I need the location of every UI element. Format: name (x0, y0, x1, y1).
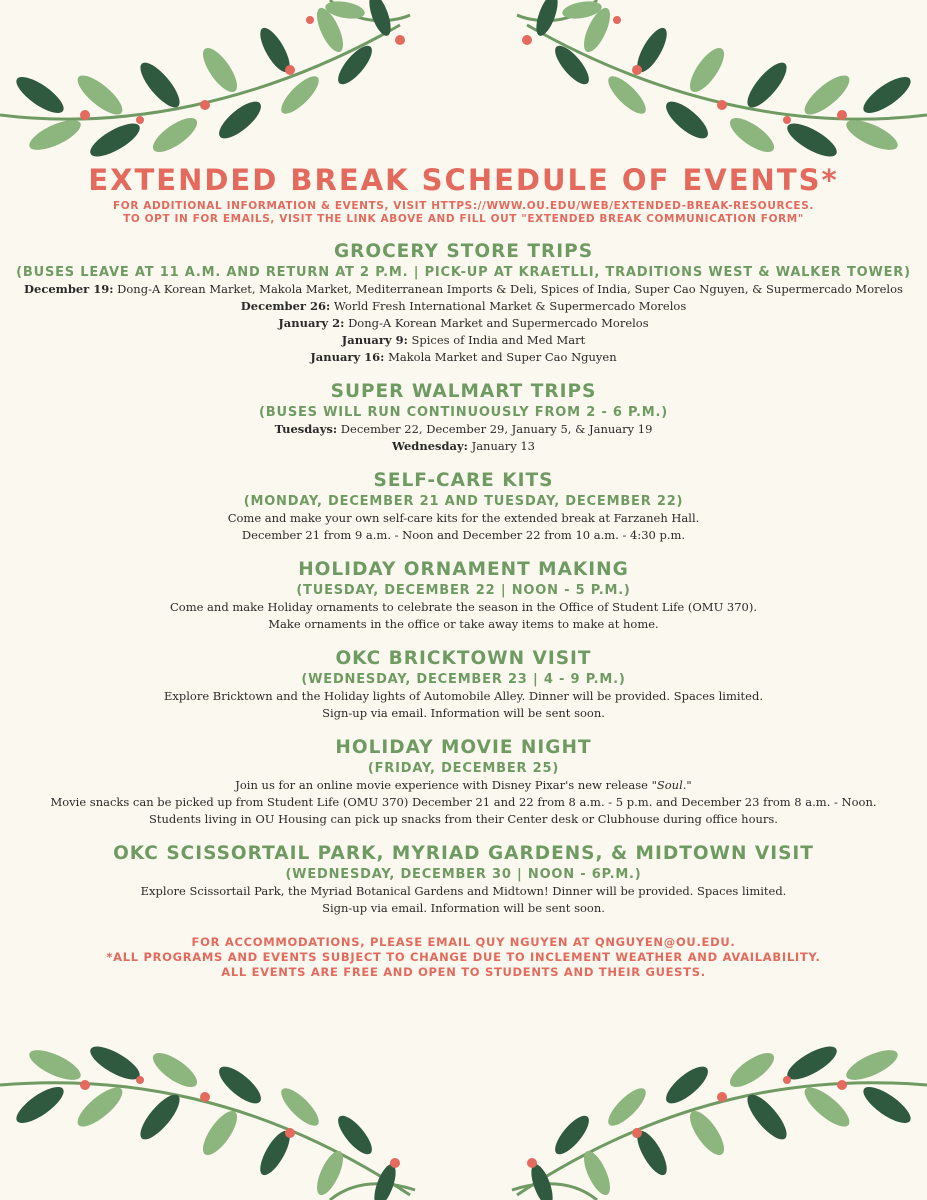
schedule-text: January 13 (467, 439, 535, 453)
schedule-text: December 22, December 29, January 5, & January 19 (337, 422, 653, 436)
schedule-text: Spices of India and Med Mart (407, 333, 586, 347)
schedule-date: January 9: (341, 333, 408, 347)
schedule-text: Dong-A Korean Market and Supermercado Morelos (344, 316, 649, 330)
change-disclaimer: *ALL PROGRAMS AND EVENTS SUBJECT TO CHANGE DUE TO INCLEMENT WEATHER AND AVAILABILITY. (106, 950, 821, 964)
schedule-line (0, 281, 927, 298)
description-text: Join us for an online movie experience with Disney Pixar's new release (235, 778, 652, 792)
schedule-line (0, 421, 927, 438)
schedule-date: December 26: (240, 299, 331, 313)
section-subtitle: (WEDNESDAY, DECEMBER 23 | 4 - 9 P.M.) (301, 672, 626, 687)
description-line: Come and make your own self-care kits for the extended break at Farzaneh Hall. (227, 511, 700, 525)
description-line: Sign-up via email. Information will be sent soon. (322, 901, 605, 915)
schedule-date: January 16: (310, 350, 385, 364)
schedule-date: Tuesdays: (274, 422, 338, 436)
description-line: Explore Scissortail Park, the Myriad Botanical Gardens and Midtown! Dinner will be provided. Spaces limited. (140, 884, 787, 898)
footer-notes (0, 935, 927, 980)
description-line (0, 777, 927, 794)
schedule-date: December 19: (24, 282, 114, 296)
section-walmart (0, 380, 927, 455)
section-title: HOLIDAY ORNAMENT MAKING (298, 559, 629, 580)
section-scissortail (0, 842, 927, 917)
description-line: Explore Bricktown and the Holiday lights of Automobile Alley. Dinner will be provided. Spaces limited. (164, 689, 763, 703)
description-line: Make ornaments in the office or take away items to make at home. (268, 617, 659, 631)
schedule-text: Makola Market and Super Cao Nguyen (384, 350, 617, 364)
section-subtitle: (MONDAY, DECEMBER 21 AND TUESDAY, DECEMBER 22) (243, 494, 684, 509)
description-line: Come and make Holiday ornaments to celebrate the season in the Office of Student Life (OMU 370). (169, 600, 758, 614)
section-title: SUPER WALMART TRIPS (330, 381, 597, 402)
description-line: Students living in OU Housing can pick up snacks from their Center desk or Clubhouse during office hours. (149, 812, 778, 826)
schedule-text: Dong-A Korean Market, Makola Market, Mediterranean Imports & Deli, Spices of India, Super Cao Nguyen, & Supermercado Morelos (113, 282, 903, 296)
section-title: OKC BRICKTOWN VISIT (335, 648, 592, 669)
section-subtitle: (BUSES LEAVE AT 11 A.M. AND RETURN AT 2 P.M. | PICK-UP AT KRAETLLI, TRADITIONS WEST & WALKER TOWER) (16, 265, 911, 280)
section-subtitle: (WEDNESDAY, DECEMBER 30 | NOON - 6P.M.) (285, 867, 642, 882)
description-line: Sign-up via email. Information will be sent soon. (322, 706, 605, 720)
schedule-line (0, 438, 927, 455)
schedule-date: Wednesday: (392, 439, 468, 453)
section-title: SELF-CARE KITS (373, 470, 554, 491)
section-subtitle: (BUSES WILL RUN CONTINUOUSLY FROM 2 - 6 P.M.) (259, 405, 668, 420)
accommodations-note: FOR ACCOMMODATIONS, PLEASE EMAIL QUY NGUYEN AT QNGUYEN@OU.EDU. (191, 935, 736, 949)
section-grocery (0, 240, 927, 366)
info-note-link: FOR ADDITIONAL INFORMATION & EVENTS, VISIT HTTPS://WWW.OU.EDU/WEB/EXTENDED-BREAK-RESOURCES. (113, 200, 814, 212)
section-title: GROCERY STORE TRIPS (333, 241, 594, 262)
section-title: OKC SCISSORTAIL PARK, MYRIAD GARDENS, & MIDTOWN VISIT (113, 843, 814, 864)
section-bricktown (0, 647, 927, 722)
schedule-date: January 2: (278, 316, 345, 330)
schedule-line (0, 332, 927, 349)
section-selfcare (0, 469, 927, 544)
schedule-text: World Fresh International Market & Supermercado Morelos (330, 299, 687, 313)
description-line: Movie snacks can be picked up from Student Life (OMU 370) December 21 and 22 from 8 a.m. - 5 p.m. and December 23 from 8 a.m. - Noon. (50, 795, 877, 809)
bottom-garland-decoration (0, 1035, 927, 1200)
section-subtitle: (FRIDAY, DECEMBER 25) (367, 761, 560, 776)
page-title: EXTENDED BREAK SCHEDULE OF EVENTS* (88, 163, 839, 197)
section-title: HOLIDAY MOVIE NIGHT (335, 737, 592, 758)
schedule-line (0, 315, 927, 332)
schedule-line (0, 298, 927, 315)
top-garland-decoration (0, 0, 927, 175)
description-line: December 21 from 9 a.m. - Noon and December 22 from 10 a.m. - 4:30 p.m. (241, 528, 686, 542)
free-events-note: ALL EVENTS ARE FREE AND OPEN TO STUDENTS AND THEIR GUESTS. (221, 965, 706, 979)
section-subtitle: (TUESDAY, DECEMBER 22 | NOON - 5 P.M.) (296, 583, 631, 598)
flyer-content (0, 160, 927, 980)
schedule-line (0, 349, 927, 366)
info-note-optin: TO OPT IN FOR EMAILS, VISIT THE LINK ABOVE AND FILL OUT "EXTENDED BREAK COMMUNICATION FORM" (123, 213, 804, 225)
section-ornament (0, 558, 927, 633)
section-movie (0, 736, 927, 828)
movie-name: "Soul." (651, 778, 692, 792)
